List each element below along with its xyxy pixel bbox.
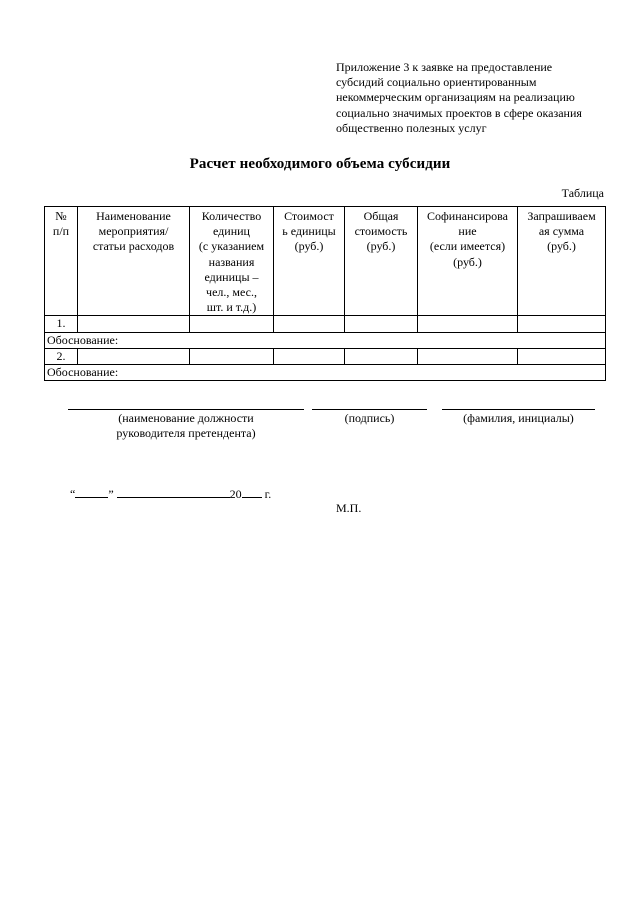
header-co-financing: Софинансирова ние (если имеется) (руб.): [418, 207, 518, 316]
row-number-cell: 1.: [45, 316, 78, 332]
justification-cell: Обоснование:: [45, 332, 606, 348]
header-item-name: Наименование мероприятия/ статьи расходов: [78, 207, 190, 316]
year-blank[interactable]: [242, 486, 262, 498]
unit-count-cell[interactable]: [190, 316, 274, 332]
subsidy-calculation-table: [44, 206, 606, 381]
year-prefix: 20: [229, 487, 242, 501]
date-open-quote: “: [70, 487, 76, 501]
co-financing-cell[interactable]: [418, 316, 518, 332]
stamp-place: М.П.: [336, 501, 362, 515]
header-number: № п/п: [45, 207, 78, 316]
position-label: (наименование должности руководителя претендента): [116, 411, 256, 441]
item-name-cell[interactable]: [78, 316, 190, 332]
table-row: [45, 316, 606, 332]
date-line: [70, 486, 271, 502]
appendix-note: Приложение 3 к заявке на предоставление субсидий социально ориентированным некоммерческим организациям на реализацию социально значимых проектов в сфере оказания общественно полезных услуг: [336, 60, 582, 135]
requested-amount-cell[interactable]: [518, 316, 606, 332]
justification-row: [45, 332, 606, 348]
table-row: [45, 348, 606, 364]
position-signature-line[interactable]: [68, 409, 304, 410]
unit-cost-cell[interactable]: [274, 316, 345, 332]
year-suffix: г.: [264, 487, 272, 501]
co-financing-cell[interactable]: [418, 348, 518, 364]
day-blank[interactable]: [75, 486, 108, 498]
total-cost-cell[interactable]: [345, 316, 418, 332]
header-unit-count: Количество единиц (с указанием названия единицы – чел., мес., шт. и т.д.): [190, 207, 274, 316]
justification-cell: Обоснование:: [45, 365, 606, 381]
requested-amount-cell[interactable]: [518, 348, 606, 364]
signature-line[interactable]: [312, 409, 427, 410]
row-number-cell: 2.: [45, 348, 78, 364]
total-cost-cell[interactable]: [345, 348, 418, 364]
unit-cost-cell[interactable]: [274, 348, 345, 364]
item-name-cell[interactable]: [78, 348, 190, 364]
header-total-cost: Общая стоимость (руб.): [345, 207, 418, 316]
header-requested-amount: Запрашиваем ая сумма (руб.): [518, 207, 606, 316]
date-close-quote: ”: [108, 487, 114, 501]
document-title: Расчет необходимого объема субсидии: [189, 156, 451, 172]
month-blank[interactable]: [117, 486, 230, 498]
table-header-row: [45, 207, 606, 316]
header-unit-cost: Стоимост ь единицы (руб.): [274, 207, 345, 316]
unit-count-cell[interactable]: [190, 348, 274, 364]
name-signature-line[interactable]: [442, 409, 595, 410]
name-label: (фамилия, инициалы): [463, 411, 574, 425]
justification-row: [45, 365, 606, 381]
table-caption: Таблица: [561, 186, 604, 200]
signature-label: (подпись): [344, 411, 395, 425]
